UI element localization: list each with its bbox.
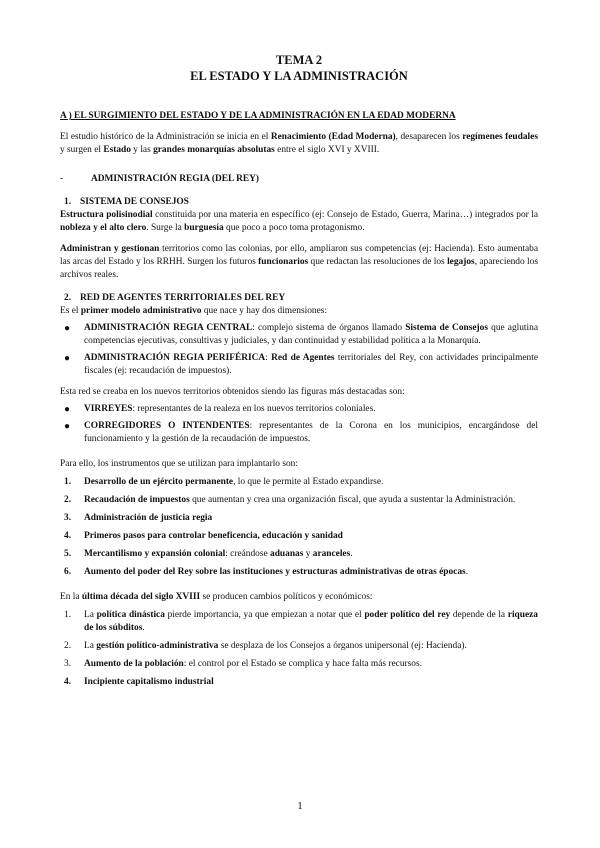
- list-item: 2. La gestión político-administrativa se desplaza de los Consejos a órganos unipersonal (ej: Hacienda).: [64, 641, 467, 651]
- title-line-2: EL ESTADO Y LA ADMINISTRACIÓN: [190, 69, 408, 83]
- dimensiones-list: [60, 322, 538, 378]
- list-item: 5. Mercantilismo y expansión colonial: creándose aduanas y aranceles.: [64, 549, 353, 559]
- list-item: ● ADMINISTRACIÓN REGIA CENTRAL: complejo sistema de órganos llamado Sistema de Consejos que aglutina competencias ejecutivas, consultivas y judiciales, y dan continuidad y estabilidad política a la Monarquía.: [64, 323, 538, 346]
- list-item: 4. Primeros pasos para controlar beneficencia, educación y sanidad: [64, 531, 343, 541]
- bullet-icon: ●: [64, 323, 71, 334]
- list-item: 3. Administración de justicia regia: [64, 513, 213, 523]
- admin-regia-heading: [60, 173, 538, 186]
- bullet-icon: ●: [64, 404, 71, 415]
- page-number: 1: [297, 800, 303, 812]
- consejos-paragraph-2: Administran y gestionan territorios como las colonias, por ello, ampliaron sus competencias (ej: Hacienda). Esto aumentaba las arcas del Estado y los RRHH. Surgen los futuros funcionarios que redactan las resoluciones de los legajos, apareciendo los archivos reales.: [60, 244, 538, 280]
- bullet-icon: ●: [64, 421, 71, 432]
- dash-marker: -: [60, 174, 64, 184]
- list-item: 1. Desarrollo de un ejército permanente, lo que le permite al Estado expandirse.: [64, 477, 384, 487]
- list-item: ● CORREGIDORES O INTENDENTES: representantes de la Corona en los municipios, encargándose del funcionamiento y la gestión de la recaudación de impuestos.: [64, 421, 538, 444]
- section-a-heading: A ) EL SURGIMIENTO DEL ESTADO Y DE LA ADMINISTRACIÓN EN LA EDAD MODERNA: [60, 111, 456, 121]
- cambios-list: [60, 609, 538, 689]
- figuras-intro: Esta red se creaba en los nuevos territorios obtenidos siendo las figuras más destacadas son:: [60, 387, 405, 397]
- list-item: ● ADMINISTRACIÓN REGIA PERIFÉRICA: Red de Agentes territoriales del Rey, con actividades principalmente fiscales (ej: recaudación de impuestos).: [64, 353, 538, 376]
- list-item: 3. Aumento de la población: el control por el Estado se complica y hace falta más recursos.: [64, 659, 422, 669]
- cambios-intro: En la última década del siglo XVIII se producen cambios políticos y económicos:: [60, 592, 373, 602]
- red-agentes-intro: Es el primer modelo administrativo que nace y hay dos dimensiones:: [60, 306, 327, 316]
- list-item: ● VIRREYES: representantes de la realeza en los nuevos territorios coloniales.: [64, 404, 376, 415]
- document-title: [60, 52, 538, 84]
- figuras-list: [60, 403, 538, 446]
- document-page: [60, 52, 538, 689]
- list-item: 6. Aumento del poder del Rey sobre las instituciones y estructuras administrativas de otras épocas.: [64, 567, 469, 577]
- instrumentos-intro: Para ello, los instrumentos que se utilizan para implantarlo son:: [60, 459, 298, 469]
- consejos-heading: 1. SISTEMA DE CONSEJOS: [64, 197, 189, 207]
- list-item: 4. Incipiente capitalismo industrial: [64, 677, 214, 687]
- admin-regia-heading-text: ADMINISTRACIÓN REGIA (DEL REY): [91, 174, 259, 184]
- instrumentos-list: [60, 476, 538, 579]
- list-item: 1. La política dinástica pierde importancia, ya que empiezan a notar que el poder político del rey depende de la riqueza de los súbditos.: [64, 610, 538, 633]
- title-line-1: TEMA 2: [275, 53, 323, 67]
- red-agentes-heading: 2. RED DE AGENTES TERRITORIALES DEL REY: [64, 293, 286, 303]
- bullet-icon: ●: [64, 353, 71, 364]
- consejos-paragraph-1: Estructura polisinodial constituida por una materia en específico (ej: Consejo de Estado, Guerra, Marina…) integrados por la nobleza y el alto clero. Surge la burguesía que poco a poco toma protagonismo.: [60, 210, 538, 233]
- list-item: 2. Recaudación de impuestos que aumentan y crea una organización fiscal, que ayuda a sustentar la Administración.: [64, 495, 516, 505]
- section-a-intro: El estudio histórico de la Administración se inicia en el Renacimiento (Edad Moderna), desaparecen los regímenes feudales y surgen el Estado y las grandes monarquías absolutas entre el siglo XVI y XVIII.: [60, 132, 538, 155]
